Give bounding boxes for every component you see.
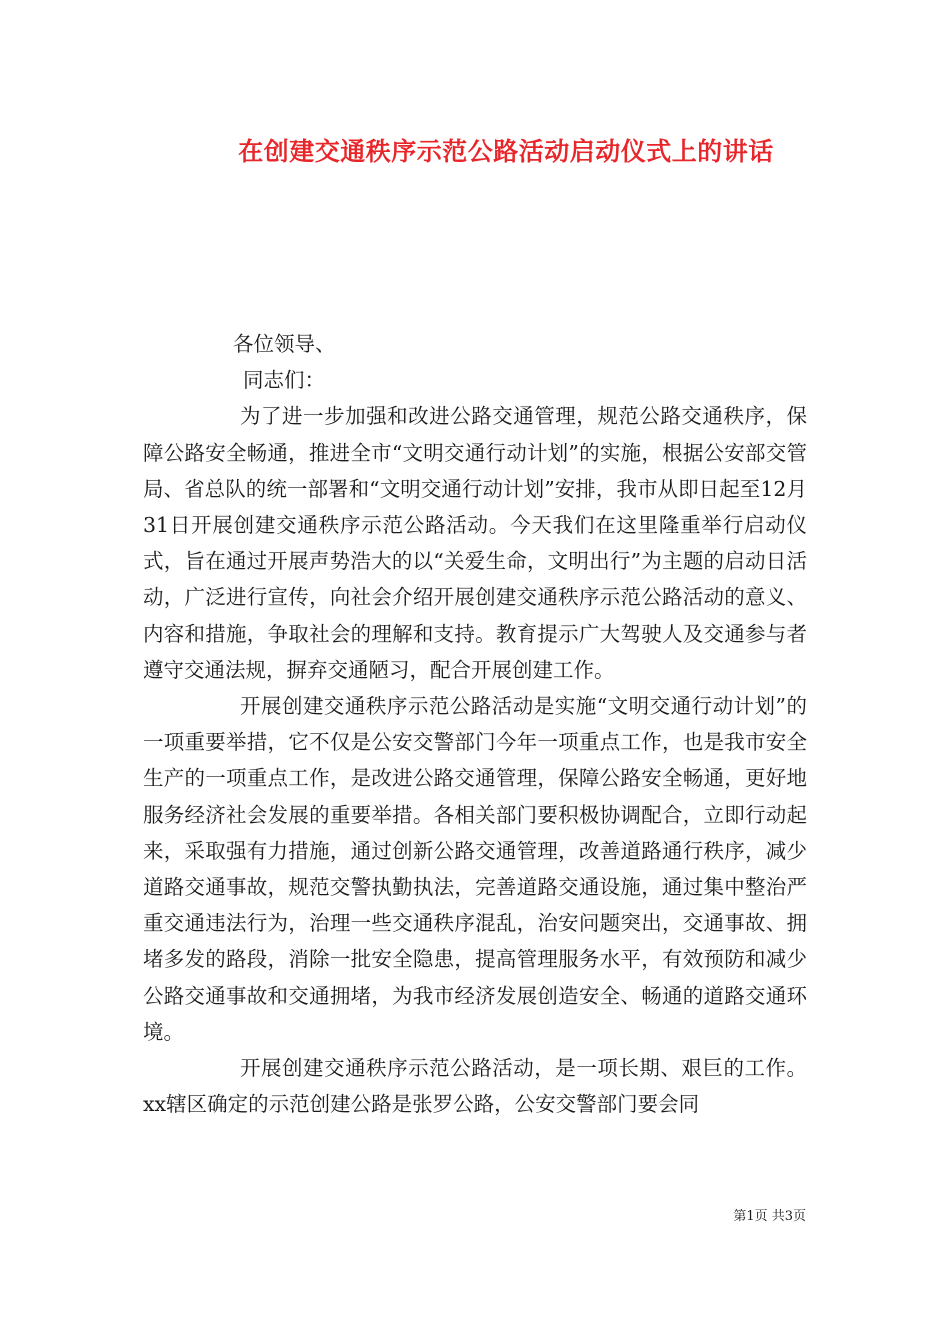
page-number: 第1页 共3页 (733, 1209, 806, 1224)
document-body (143, 326, 807, 1122)
paragraph-1: 为了进一步加强和改进公路交通管理，规范公路交通秩序，保障公路安全畅通，推进全市“文明交通行动计划”的实施，根据公安部交管局、省总队的统一部署和“文明交通行动计划”安排，我市从即日起至12月31日开展创建交通秩序示范公路活动。今天我们在这里隆重举行启动仪式，旨在通过开展声势浩大的以“关爱生命，文明出行”为主题的启动日活动，广泛进行宣传，向社会介绍开展创建交通秩序示范公路活动的意义、内容和措施，争取社会的理解和支持。教育提示广大驾驶人及交通参与者遵守交通法规，摒弃交通陋习，配合开展创建工作。 (143, 404, 807, 682)
salutation-comrades: 同志们： (243, 368, 325, 393)
salutation-leaders: 各位领导、 (233, 332, 336, 356)
paragraph-3: 开展创建交通秩序示范公路活动，是一项长期、艰巨的工作。xx辖区确定的示范创建公路是张罗公路，公安交警部门要会同 (143, 1056, 807, 1117)
paragraph-2: 开展创建交通秩序示范公路活动是实施“文明交通行动计划”的一项重要举措，它不仅是公安交警部门今年一项重点工作，也是我市安全生产的一项重点工作，是改进公路交通管理，保障公路安全畅通，更好地服务经济社会发展的重要举措。各相关部门要积极协调配合，立即行动起来，采取强有力措施，通过创新公路交通管理，改善道路通行秩序，减少道路交通事故，规范交警执勤执法，完善道路交通设施，通过集中整治严重交通违法行为，治理一些交通秩序混乱，治安问题突出，交通事故、拥堵多发的路段，消除一批安全隐患，提高管理服务水平，有效预防和减少公路交通事故和交通拥堵，为我市经济发展创造安全、畅通的道路交通环境。 (143, 694, 807, 1044)
document-title: 在创建交通秩序示范公路活动启动仪式上的讲话 (238, 137, 774, 166)
